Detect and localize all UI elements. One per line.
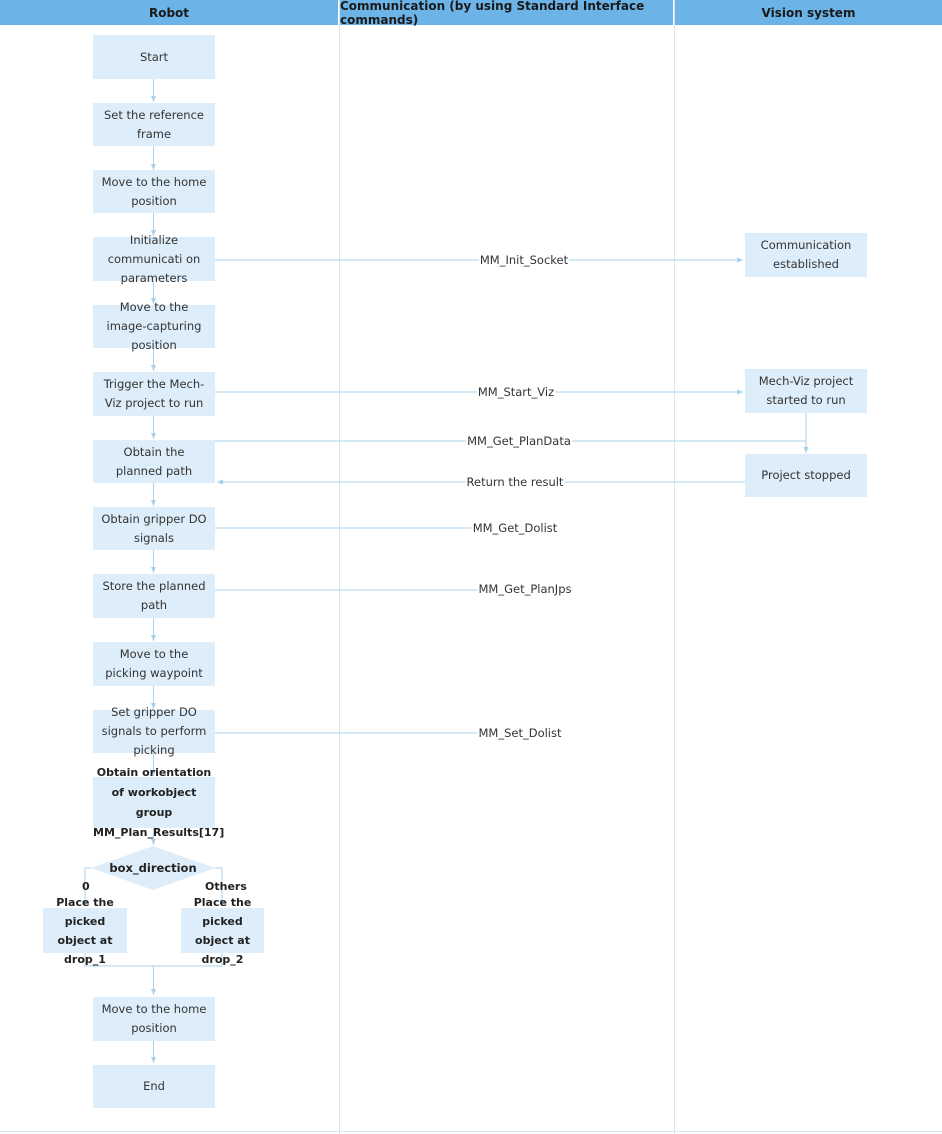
command-label-get-dolist: MM_Get_Dolist (472, 521, 558, 535)
move-image-capturing-step: Move to the image-capturing position (93, 305, 215, 348)
set-gripper-do-step: Set gripper DO signals to perform picking (93, 710, 215, 753)
lane-header-vision: Vision system (675, 0, 942, 25)
command-label-init-socket: MM_Init_Socket (479, 253, 569, 267)
place-drop2-step: Place the picked object at drop_2 (181, 908, 264, 953)
decision-label: box_direction (109, 861, 197, 875)
command-label-return-result: Return the result (466, 475, 564, 489)
set-reference-frame-step: Set the reference frame (93, 103, 215, 146)
move-home-step-2: Move to the home position (93, 997, 215, 1041)
command-label-get-plandata: MM_Get_PlanData (467, 434, 571, 448)
communication-established-step: Communication established (745, 233, 867, 277)
lane-header-robot: Robot (0, 0, 338, 25)
command-label-get-planjps: MM_Get_PlanJps (478, 582, 572, 596)
move-home-step-1: Move to the home position (93, 170, 215, 213)
start-node: Start (93, 35, 215, 79)
project-stopped-step: Project stopped (745, 454, 867, 497)
move-picking-waypoint-step: Move to the picking waypoint (93, 642, 215, 686)
command-label-start-viz: MM_Start_Viz (477, 385, 555, 399)
branch-label-zero: 0 (82, 880, 90, 893)
lane-header-communication: Communication (by using Standard Interface commands) (340, 0, 673, 25)
obtain-gripper-do-step: Obtain gripper DO signals (93, 507, 215, 550)
mech-viz-started-step: Mech-Viz project started to run (745, 369, 867, 413)
trigger-mech-viz-step: Trigger the Mech-Viz project to run (93, 372, 215, 416)
store-planned-path-step: Store the planned path (93, 574, 215, 618)
command-label-set-dolist: MM_Set_Dolist (478, 726, 562, 740)
obtain-orientation-step: Obtain orientation of workobject group MM_Plan_Results[17] (93, 765, 225, 839)
place-drop1-step: Place the picked object at drop_1 (43, 908, 127, 953)
end-node: End (93, 1065, 215, 1108)
obtain-planned-path-step: Obtain the planned path (93, 440, 215, 483)
branch-label-others: Others (205, 880, 247, 893)
init-communication-step: Initialize communicati on parameters (93, 237, 215, 281)
